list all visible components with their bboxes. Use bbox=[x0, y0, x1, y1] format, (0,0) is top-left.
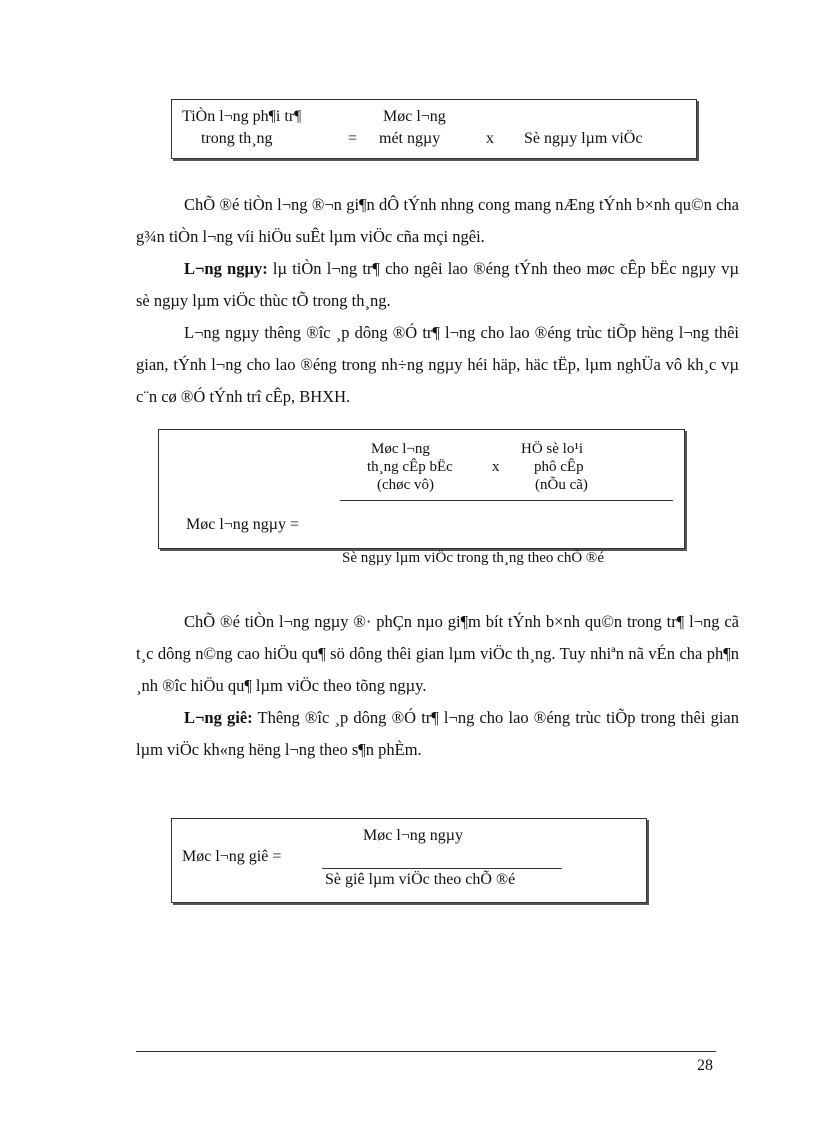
formula2-num-a3: (chøc vô) bbox=[377, 477, 435, 493]
paragraph-4: ChÕ ®é tiÒn l¬ng ngµy ®· phÇn nµo gi¶m bít tÝnh b×nh qu©n trong tr¶ l¬ng cã t¸c dông n©ng cao hiÖu qu¶ sö dông thêi gian lµm viÖc th¸ng. Tuy nhiªn nã vÉn cha ph¶n ¸nh ®îc hiÖu qu¶ lµm viÖc theo tõng ngµy. bbox=[136, 612, 739, 695]
formula1-equals: = bbox=[348, 130, 358, 147]
formula-box-monthly-pay bbox=[171, 99, 697, 159]
formula2-fraction-bar bbox=[340, 500, 673, 501]
paragraph-1: ChÕ ®é tiÒn l¬ng ®¬n gi¶n dÔ tÝnh nhng cong mang nÆng tÝnh b×nh qu©n cha g¾n tiÒn l¬ng víi hiÖu suÊt lµm viÖc cña mçi ngêi. bbox=[136, 195, 739, 246]
formula2-num-b3: (nÕu cã) bbox=[535, 477, 588, 493]
paragraph-2-text: lµ tiÒn l¬ng tr¶ cho ngêi lao ®éng tÝnh theo møc cÊp bËc ngµy vµ sè ngµy lµm viÖc thùc tÕ trong th¸ng. bbox=[136, 259, 739, 310]
formula1-mid-line2: mét ngµy bbox=[379, 130, 441, 147]
formula1-right-line2: Sè ngµy lµm viÖc bbox=[524, 130, 643, 147]
formula3-lhs: Møc l¬ng giê = bbox=[182, 848, 282, 865]
formula1-left-line1: TiÒn l¬ng ph¶i tr¶ bbox=[182, 108, 302, 125]
formula3-denominator: Sè giê lµm viÖc theo chÕ ®é bbox=[325, 871, 516, 888]
formula2-denominator: Sè ngµy lµm viÖc trong th¸ng theo chÕ ®é bbox=[342, 550, 604, 566]
footer-rule bbox=[136, 1051, 716, 1052]
formula1-left-line2: trong th¸ng bbox=[201, 130, 273, 147]
formula-box-daily-wage bbox=[158, 429, 685, 549]
paragraph-3: L¬ng ngµy thêng ®îc ¸p dông ®Ó tr¶ l¬ng cho lao ®éng trùc tiÕp hëng l¬ng thêi gian, tÝnh l¬ng cho lao ®éng trong nh÷ng ngµy héi häp, häc tËp, lµm nghÜa vô kh¸c vµ c¨n cø ®Ó tÝnh trî cÊp, BHXH. bbox=[136, 323, 739, 406]
formula3-numerator: Møc l¬ng ngµy bbox=[363, 827, 464, 844]
paragraph-5-text: Thêng ®îc ¸p dông ®Ó tr¶ l¬ng cho lao ®éng trùc tiÕp trong thêi gian lµm viÖc kh«ng hëng l¬ng theo s¶n phÈm. bbox=[136, 708, 739, 759]
formula1-mid-line1: Møc l¬ng bbox=[383, 108, 446, 125]
formula2-times: x bbox=[492, 459, 500, 475]
formula-box-hourly-wage bbox=[171, 818, 647, 903]
formula2-lhs: Møc l¬ng ngµy = bbox=[186, 516, 300, 533]
paragraph-5 bbox=[136, 702, 739, 766]
formula2-num-a2: th¸ng cÊp bËc bbox=[367, 459, 453, 475]
page-number: 28 bbox=[697, 1057, 713, 1074]
formula2-num-b1: HÖ sè lo¹i bbox=[521, 441, 583, 457]
paragraph-2 bbox=[136, 253, 739, 317]
formula1-times: x bbox=[486, 130, 494, 147]
formula3-fraction-bar bbox=[322, 868, 562, 869]
formula2-num-b2: phô cÊp bbox=[534, 459, 584, 475]
formula2-num-a1: Møc l¬ng bbox=[371, 441, 430, 457]
term-hourly-wage: L¬ng giê: bbox=[184, 708, 253, 727]
term-daily-wage: L¬ng ngµy: bbox=[184, 259, 268, 278]
